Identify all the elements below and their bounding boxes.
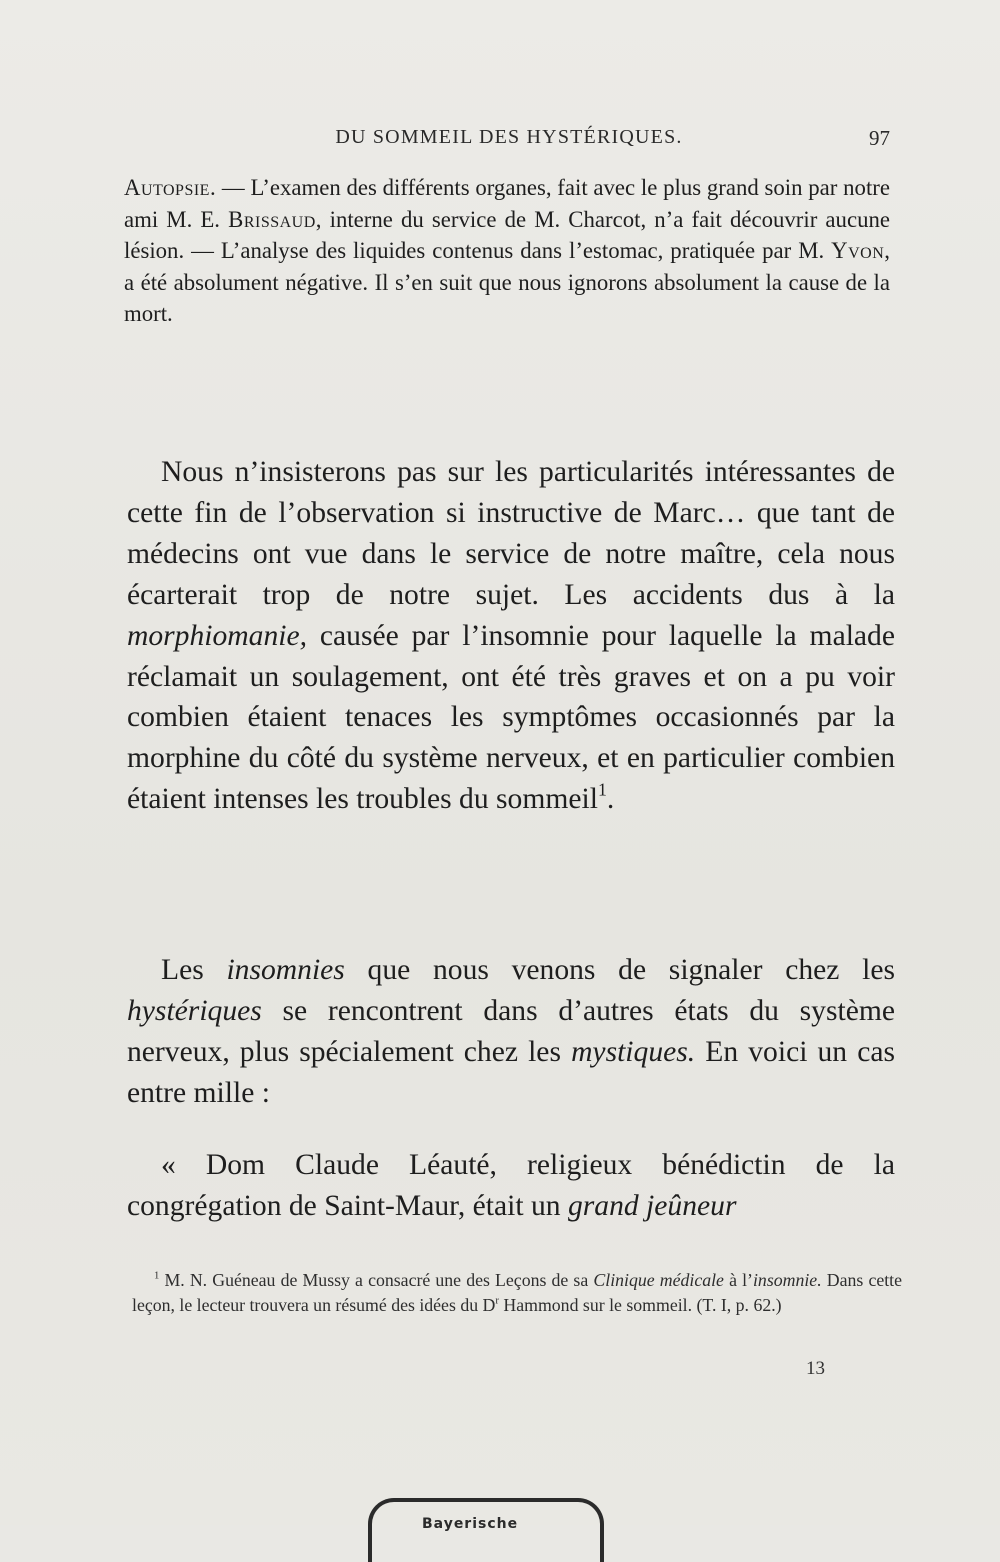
person-name: Brissaud [228, 206, 316, 232]
body-italic: hystériques [127, 994, 262, 1027]
page-number: 97 [869, 126, 890, 150]
body-text: Nous n’insisterons pas sur les particularités intéressantes de cette fin de l’observation si instructive de Marc… que tant de médecins ont vue dans le service de notre maître, cela nous écarterait trop de notre sujet. Les accidents dus à la [127, 456, 895, 611]
footnote-text: à l’ [723, 1270, 753, 1290]
running-title: DU SOMMEIL DES HYSTÉRIQUES. [335, 126, 683, 148]
body-italic: morphiomanie, [127, 619, 308, 652]
autopsy-label: Autopsie. [124, 175, 217, 200]
body-italic: insomnies [226, 954, 345, 986]
footnote-italic: insomnie. [752, 1270, 822, 1290]
body-paragraph [127, 1145, 895, 1227]
body-text: En voici un cas entre mille : [127, 1035, 895, 1109]
body-text: Les [161, 954, 227, 986]
autopsy-text: , interne du service de M. Charcot, n’a fait découvrir aucune lésion. — L’analyse des liquides contenus dans l’estomac, pratiquée par M. [124, 206, 890, 263]
body-paragraph [127, 452, 895, 820]
footnote-text: M. N. Guéneau de Mussy a consacré une des Leçons de sa [159, 1270, 594, 1290]
footnote-reference[interactable]: 1 [597, 779, 607, 800]
body-text: causée par l’insomnie pour laquelle la malade réclamait un soulagement, ont été très graves et on a pu voir combien étaient tenaces les symptômes occasionnés par la morphine du côté du système nerveux, et en particulier combien étaient intenses les troubles du sommeil [127, 619, 895, 816]
footnote [132, 1268, 902, 1317]
footnote-marker: 1 [154, 1269, 160, 1282]
body-italic: mystiques. [571, 1035, 696, 1068]
body-text: « Dom Claude Léauté, religieux bénédictin de la congrégation de Saint-Maur, était un [127, 1149, 895, 1222]
autopsy-paragraph [124, 172, 890, 330]
autopsy-text: — L’examen des différents organes, fait avec le plus grand soin par notre ami M. E. [124, 175, 890, 232]
person-name: Yvon [831, 238, 885, 263]
body-text: se rencontrent dans d’autres états du système nerveux, plus spécialement chez les [127, 994, 895, 1068]
footnote-text: Hammond sur le sommeil. (T. I, p. 62.) [498, 1294, 782, 1315]
body-italic: grand jeûneur [567, 1189, 737, 1222]
footnote-superscript: r [495, 1294, 499, 1307]
footnote-italic: Clinique médicale [593, 1270, 724, 1290]
signature-mark: 13 [806, 1358, 825, 1379]
body-paragraph [127, 950, 895, 1114]
footnote-text: Dans cette leçon, le lecteur trouvera un résumé des idées du D [132, 1270, 903, 1315]
body-text: que nous venons de signaler chez les [344, 954, 895, 986]
body-text: . [606, 783, 615, 816]
library-stamp [368, 1498, 604, 1562]
autopsy-text: , a été absolument négative. Il s’en suit que nous ignorons absolument la cause de la mort. [124, 238, 890, 326]
running-head [128, 126, 890, 156]
stamp-text: Bayerische [422, 1516, 519, 1532]
